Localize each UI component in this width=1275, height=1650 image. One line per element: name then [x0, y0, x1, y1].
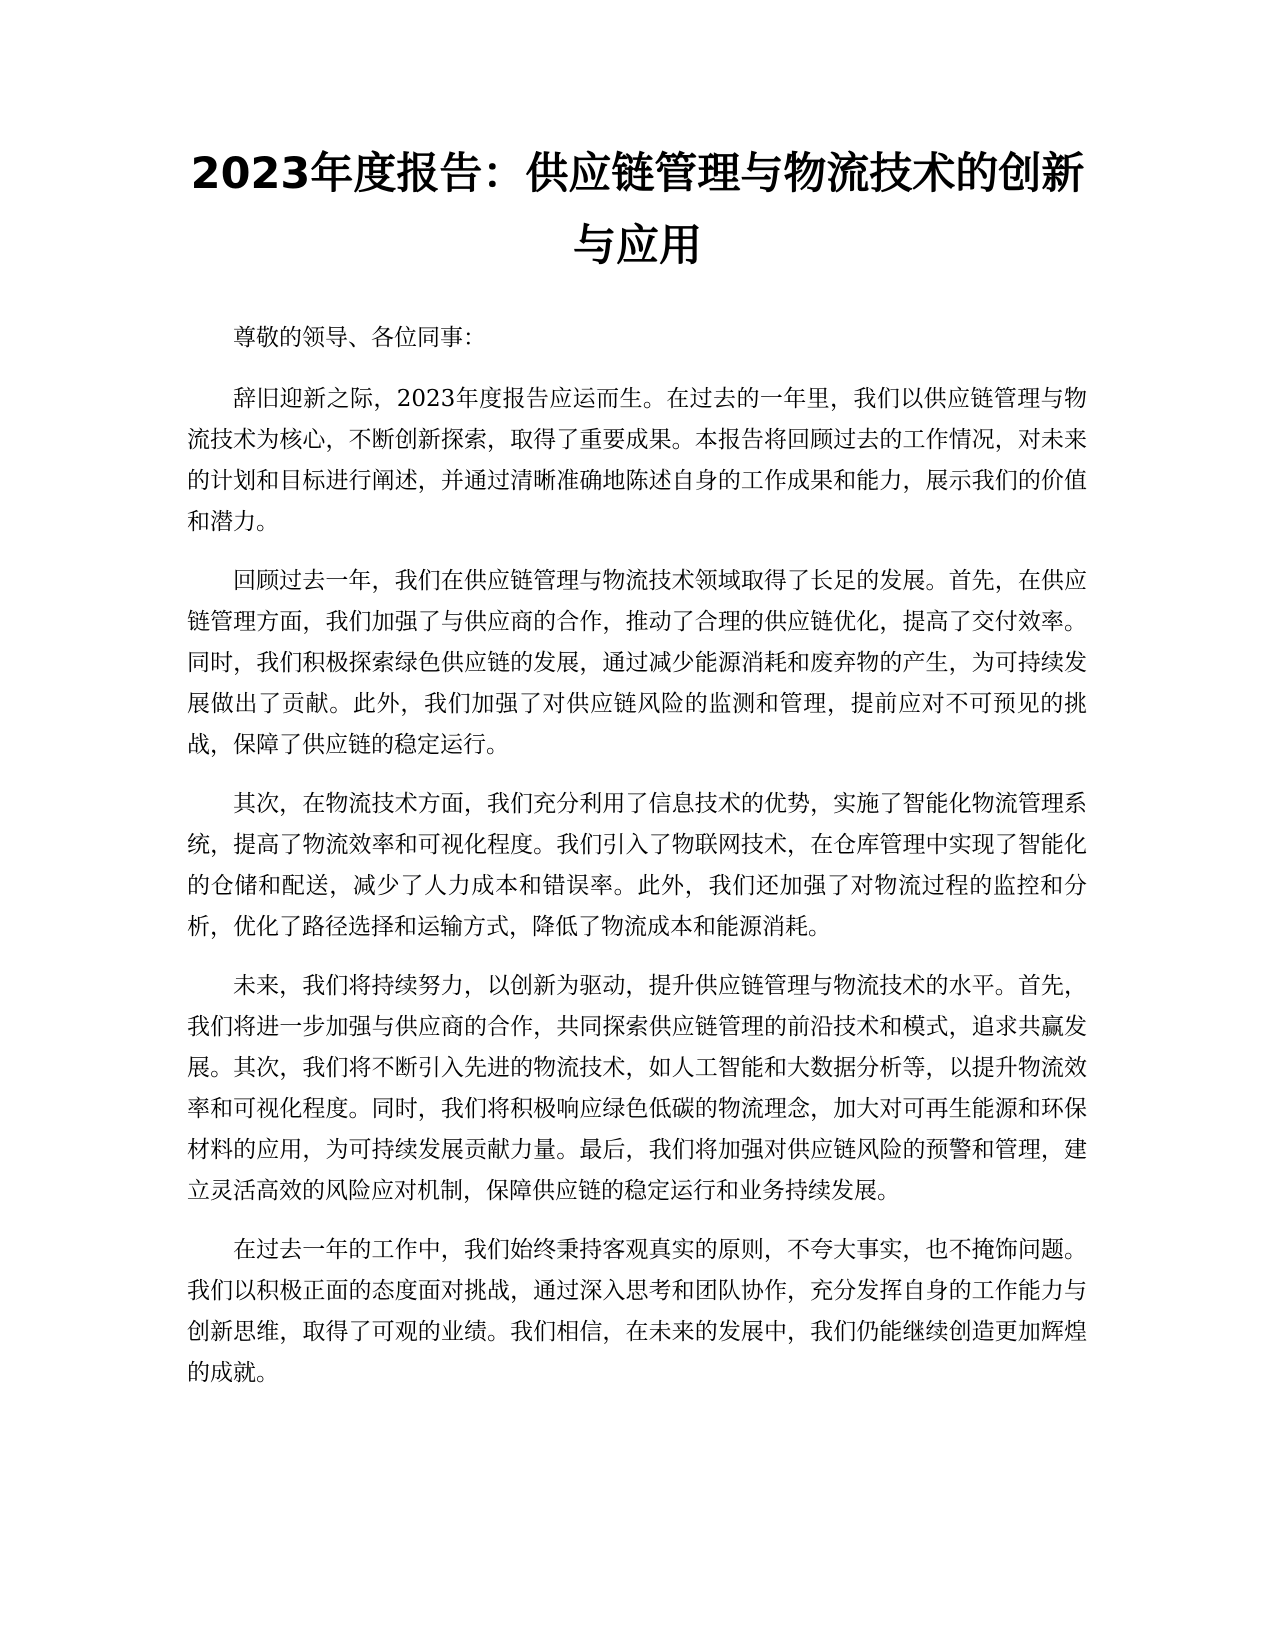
salutation: 尊敬的领导、各位同事：: [233, 325, 486, 351]
paragraph-supply-chain-review: 回顾过去一年，我们在供应链管理与物流技术领域取得了长足的发展。首先，在供应链管理方面，我们加强了与供应商的合作，推动了合理的供应链优化，提高了交付效率。同时，我们积极探索绿色供应链的发展，通过减少能源消耗和废弃物的产生，为可持续发展做出了贡献。此外，我们加强了对供应链风险的监测和管理，提前应对不可预见的挑战，保障了供应链的稳定运行。: [187, 568, 1087, 758]
paragraph-future-plans: 未来，我们将持续努力，以创新为驱动，提升供应链管理与物流技术的水平。首先，我们将进一步加强与供应商的合作，共同探索供应链管理的前沿技术和模式，追求共赢发展。其次，我们将不断引入先进的物流技术，如人工智能和大数据分析等，以提升物流效率和可视化程度。同时，我们将积极响应绿色低碳的物流理念，加大对可再生能源和环保材料的应用，为可持续发展贡献力量。最后，我们将加强对供应链风险的预警和管理，建立灵活高效的风险应对机制，保障供应链的稳定运行和业务持续发展。: [187, 973, 1087, 1204]
document-body: [187, 318, 1087, 1412]
paragraph-logistics-review: 其次，在物流技术方面，我们充分利用了信息技术的优势，实施了智能化物流管理系统，提高了物流效率和可视化程度。我们引入了物联网技术，在仓库管理中实现了智能化的仓储和配送，减少了人力成本和错误率。此外，我们还加强了对物流过程的监控和分析，优化了路径选择和运输方式，降低了物流成本和能源消耗。: [187, 791, 1087, 940]
document-title: 2023年度报告：供应链管理与物流技术的创新与应用: [190, 149, 1085, 271]
paragraph-intro: 辞旧迎新之际，2023年度报告应运而生。在过去的一年里，我们以供应链管理与物流技术为核心，不断创新探索，取得了重要成果。本报告将回顾过去的工作情况，对未来的计划和目标进行阐述，并通过清晰准确地陈述自身的工作成果和能力，展示我们的价值和潜力。: [187, 386, 1087, 535]
paragraph-conclusion: 在过去一年的工作中，我们始终秉持客观真实的原则，不夸大事实，也不掩饰问题。我们以积极正面的态度面对挑战，通过深入思考和团队协作，充分发挥自身的工作能力与创新思维，取得了可观的业绩。我们相信，在未来的发展中，我们仍能继续创造更加辉煌的成就。: [187, 1237, 1087, 1386]
